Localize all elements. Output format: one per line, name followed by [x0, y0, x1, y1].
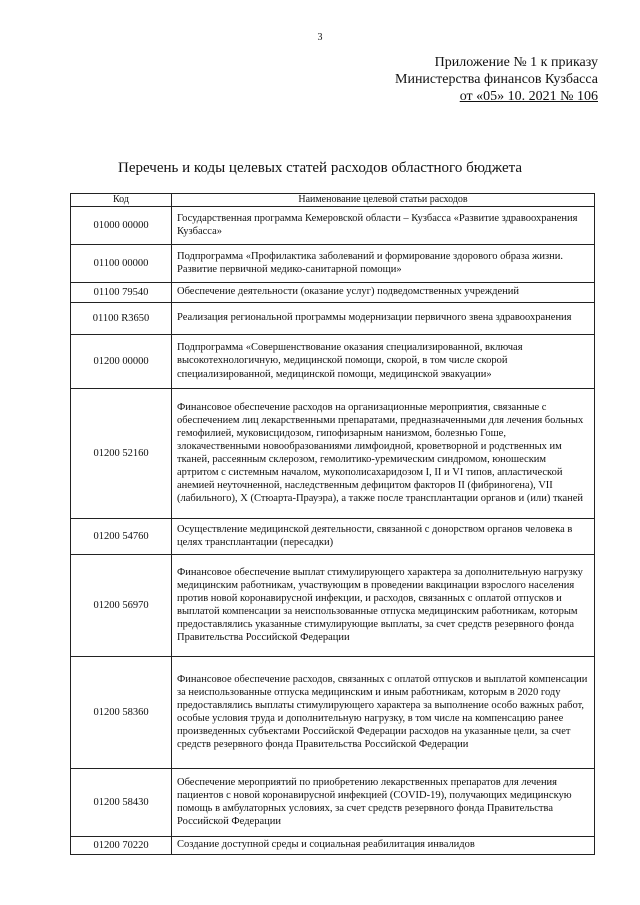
- row-name: Подпрограмма «Профилактика заболеваний и формирование здорового образа жизни. Развитие первичной медико-санитарной помощи»: [172, 245, 595, 283]
- table-row: [71, 657, 595, 769]
- table-row: [71, 519, 595, 555]
- row-name: Реализация региональной программы модернизации первичного звена здравоохранения: [172, 303, 595, 335]
- table-row: [71, 837, 595, 855]
- row-code: 01100 R3650: [71, 303, 172, 335]
- table-row: [71, 245, 595, 283]
- table-row: [71, 389, 595, 519]
- table-row: [71, 303, 595, 335]
- row-name: Осуществление медицинской деятельности, связанной с донорством органов человека в целях трансплантации (пересадки): [172, 519, 595, 555]
- row-code: 01100 79540: [71, 283, 172, 303]
- row-name: Финансовое обеспечение расходов, связанных с оплатой отпусков и выплатой компенсации за неиспользованные отпуска медицинским и иным работникам, которым в 2020 году предоставлялись выплаты стимулирующего характера за выполнение особо важных работ, особые условия труда и дополнительную нагрузку, в том числе на компенсацию ранее произведенных субъектами Российской Федерации расходов на указанные цели, за счет средств резервного фонда Правительства Российской Федерации: [172, 657, 595, 769]
- row-name: Подпрограмма «Совершенствование оказания специализированной, включая высокотехнологичную, медицинской помощи, скорой, в том числе скорой специализированной, медицинской помощи, медицинской эвакуации»: [172, 335, 595, 389]
- table-row: [71, 555, 595, 657]
- row-name: Обеспечение мероприятий по приобретению лекарственных препаратов для лечения пациентов с новой коронавирусной инфекцией (COVID-19), получающих медицинскую помощь в амбулаторных условиях, за счет средств резервного фонда Правительства Российской Федерации: [172, 769, 595, 837]
- table-row: [71, 769, 595, 837]
- document-title: Перечень и коды целевых статей расходов областного бюджета: [118, 160, 522, 176]
- table-row: [71, 335, 595, 389]
- row-code: 01200 54760: [71, 519, 172, 555]
- row-name: Государственная программа Кемеровской области – Кузбасса «Развитие здравоохранения Кузбасса»: [172, 207, 595, 245]
- row-code: 01100 00000: [71, 245, 172, 283]
- table-row: [71, 283, 595, 303]
- appendix-line-2: Министерства финансов Кузбасса: [395, 72, 598, 87]
- row-name: Финансовое обеспечение выплат стимулирующего характера за дополнительную нагрузку медицинским работникам, участвующим в проведении вакцинации взрослого населения против новой коронавирусной инфекции, и расходов, связанных с оплатой отпусков и выплатой компенсации за неиспользованные отпуска медицинским работникам, которым предоставлялись указанные стимулирующие выплаты, за счет средств резервного фонда Правительства Российской Федерации: [172, 555, 595, 657]
- row-name: Финансовое обеспечение расходов на организационные мероприятия, связанные с обеспечением лиц лекарственными препаратами, предназначенными для лечения больных гемофилией, муковисцидозом, гипофизарным нанизмом, болезнью Гоше, злокачественными новообразованиями лимфоидной, кроветворной и родственных им тканей, рассеянным склерозом, гемолитико-уремическим синдромом, юношеским артритом с системным началом, мукополисахаридозом I, II и VI типов, апластической анемией неуточненной, наследственным дефицитом факторов II (фибриногена), VII (лабильного), X (Стюарта-Прауэра), а также после трансплантации органов и (или) тканей: [172, 389, 595, 519]
- appendix-line-3: от «05» 10. 2021 № 106: [459, 89, 598, 104]
- table-header-row: [71, 194, 595, 207]
- row-code: 01200 58360: [71, 657, 172, 769]
- appendix-header: [395, 54, 598, 105]
- target-articles-table: [70, 193, 595, 855]
- row-code: 01200 52160: [71, 389, 172, 519]
- name-column-header: Наименование целевой статьи расходов: [172, 194, 595, 207]
- row-code: 01200 58430: [71, 769, 172, 837]
- row-code: 01000 00000: [71, 207, 172, 245]
- row-name: Обеспечение деятельности (оказание услуг) подведомственных учреждений: [172, 283, 595, 303]
- row-code: 01200 56970: [71, 555, 172, 657]
- table-row: [71, 207, 595, 245]
- row-code: 01200 00000: [71, 335, 172, 389]
- code-column-header: Код: [71, 194, 172, 207]
- appendix-line-1: Приложение № 1 к приказу: [434, 55, 598, 70]
- row-code: 01200 70220: [71, 837, 172, 855]
- page-number: 3: [317, 32, 323, 43]
- row-name: Создание доступной среды и социальная реабилитация инвалидов: [172, 837, 595, 855]
